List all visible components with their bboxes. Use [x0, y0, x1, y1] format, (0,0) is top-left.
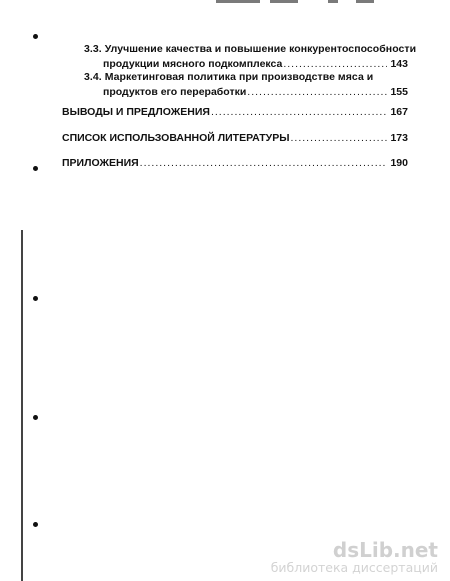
toc-page-number: 143	[390, 58, 408, 70]
toc-entry-title: продукции мясного подкомплекса	[103, 58, 283, 70]
dot-leader	[283, 58, 387, 71]
toc-entry-title: продуктов его переработки	[103, 86, 247, 98]
toc-entry-appendices	[62, 157, 408, 170]
toc-page-number: 173	[390, 132, 408, 144]
watermark	[271, 539, 438, 575]
toc-page-number: 167	[390, 106, 408, 118]
dot-leader	[247, 86, 387, 99]
toc-entry-conclusions	[62, 106, 408, 119]
binding-hole	[33, 34, 38, 39]
toc-entry-title: ВЫВОДЫ И ПРЕДЛОЖЕНИЯ	[62, 106, 210, 118]
toc-entry-references	[62, 132, 408, 145]
watermark-subtitle: библиотека диссертаций	[270, 560, 438, 575]
toc-entry-title: Маркетинговая политика при производстве мяса и	[104, 71, 374, 83]
toc-entry-title: СПИСОК ИСПОЛЬЗОВАННОЙ ЛИТЕРАТУРЫ	[62, 132, 290, 144]
dot-leader	[211, 106, 388, 119]
watermark-brand: dsLib.net	[332, 538, 438, 562]
binding-hole	[33, 415, 38, 420]
toc-entry-3-4-line2	[103, 86, 408, 99]
toc-page-number: 190	[390, 157, 408, 169]
toc-page-number: 155	[390, 86, 408, 98]
toc-entry-number: 3.4.	[84, 71, 102, 83]
dot-leader	[290, 132, 387, 145]
binding-hole	[33, 166, 38, 171]
binding-hole	[33, 522, 38, 527]
toc-entry-3-3-line2	[103, 58, 408, 71]
scan-binding-edge	[21, 230, 23, 581]
toc-entry-number: 3.3.	[84, 43, 102, 55]
toc-entry-title: Улучшение качества и повышение конкурентоспособности	[104, 43, 417, 55]
toc-entry-3-3-line1	[84, 43, 416, 56]
dot-leader	[140, 157, 388, 170]
binding-hole	[33, 296, 38, 301]
toc-entry-3-4-line1	[84, 71, 373, 84]
toc-entry-title: ПРИЛОЖЕНИЯ	[62, 157, 139, 169]
